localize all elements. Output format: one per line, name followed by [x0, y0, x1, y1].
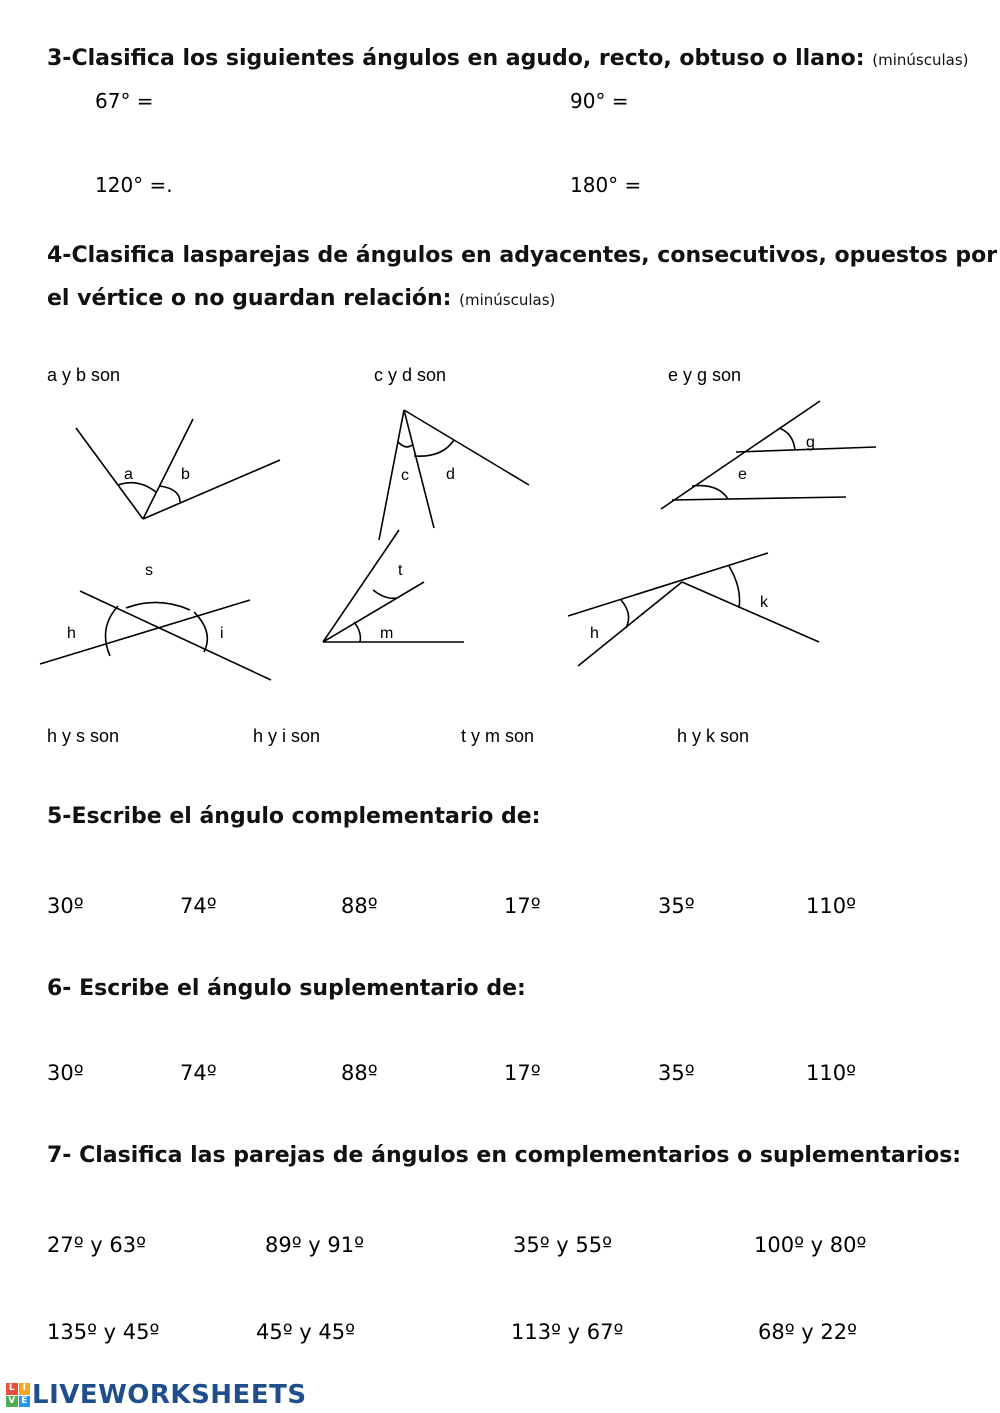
figure-t-m: [323, 530, 464, 642]
caption-h-i: h y i son: [253, 726, 321, 746]
q5-value-4: 17º: [504, 894, 541, 918]
arc-a: [118, 483, 156, 492]
q3-title: 3-Clasifica los siguientes ángulos en agudo, recto, obtuso o llano:: [47, 46, 865, 71]
caption-t-m: t y m son: [461, 726, 535, 746]
arc-i: [194, 612, 207, 652]
caption-e-g: e y g son: [668, 365, 742, 385]
q7-pair-7: 113º y 67º: [511, 1320, 624, 1344]
caption-c-d: c y d son: [374, 365, 447, 385]
label-i: i: [220, 625, 224, 642]
label-g: g: [806, 434, 815, 451]
arc-m: [354, 622, 360, 642]
figure-h-s-i: [40, 562, 271, 680]
q3-note: (minúsculas): [872, 51, 969, 69]
label-a: a: [124, 466, 133, 483]
q6-value-1: 30º: [47, 1061, 84, 1085]
q6-value-3: 88º: [341, 1061, 378, 1085]
label-k: k: [760, 594, 768, 611]
q6-value-5: 35º: [658, 1061, 695, 1085]
ray-cd-3: [404, 410, 529, 485]
caption-h-s: h y s son: [47, 726, 120, 746]
q6-value-2: 74º: [180, 1061, 217, 1085]
arc-c: [398, 442, 412, 447]
arc-k: [729, 566, 740, 608]
arc-d: [414, 440, 454, 456]
label-h1: h: [67, 625, 76, 642]
q7-pair-8: 68º y 22º: [758, 1320, 858, 1344]
line-eg-lower: [672, 497, 846, 500]
q5-value-6: 110º: [806, 894, 856, 918]
q4-title-line2: el vértice o no guardan relación:: [47, 286, 452, 311]
q7-pair-5: 135º y 45º: [47, 1320, 160, 1344]
figure-h-k: [568, 553, 819, 666]
liveworksheets-logo: [6, 1380, 307, 1410]
q4-note: (minúsculas): [459, 291, 556, 309]
label-s: s: [145, 562, 153, 579]
ray-ab-3: [143, 460, 280, 519]
arc-h2: [621, 600, 629, 628]
q4-title-line1: 4-Clasifica lasparejas de ángulos en adyacentes, consecutivos, opuestos por: [47, 243, 998, 268]
q5-title: 5-Escribe el ángulo complementario de:: [47, 804, 541, 829]
label-m: m: [380, 625, 394, 642]
q3-item-2: 90° =: [570, 89, 629, 113]
arc-b: [160, 486, 180, 502]
logo-text: LIVEWORKSHEETS: [32, 1380, 307, 1410]
q7-title: 7- Clasifica las parejas de ángulos en complementarios o suplementarios:: [47, 1143, 962, 1168]
label-b: b: [181, 466, 190, 483]
q3-item-4: 180° =: [570, 173, 642, 197]
label-c: c: [401, 467, 409, 484]
arc-g: [779, 428, 795, 450]
caption-h-k: h y k son: [677, 726, 750, 746]
q5-value-1: 30º: [47, 894, 84, 918]
label-h2: h: [590, 625, 599, 642]
q5-value-5: 35º: [658, 894, 695, 918]
figure-a-b: [76, 419, 280, 519]
label-e: e: [738, 466, 747, 483]
q5-value-2: 74º: [180, 894, 217, 918]
logo-mark-v: V: [6, 1396, 18, 1408]
logo-mark-l: L: [6, 1383, 18, 1395]
arc-s: [126, 602, 190, 610]
q7-pair-3: 35º y 55º: [513, 1233, 613, 1257]
label-t: t: [398, 562, 403, 579]
arc-h1: [106, 606, 119, 656]
q6-value-4: 17º: [504, 1061, 541, 1085]
q6-title: 6- Escribe el ángulo suplementario de:: [47, 976, 526, 1001]
ray-ab-1: [76, 428, 143, 519]
q7-pair-1: 27º y 63º: [47, 1233, 147, 1257]
ray-hk-left: [578, 582, 682, 666]
q7-pair-2: 89º y 91º: [265, 1233, 365, 1257]
figure-e-g: [661, 401, 876, 509]
logo-mark-icon: [6, 1383, 30, 1407]
q3-item-3: 120° =.: [95, 173, 173, 197]
arc-e: [692, 486, 728, 499]
logo-mark-e: E: [19, 1396, 31, 1408]
transversal-eg: [661, 401, 820, 509]
figure-c-d: [379, 410, 529, 540]
q3-item-1: 67° =: [95, 89, 154, 113]
label-d: d: [446, 466, 455, 483]
arc-t: [373, 590, 396, 598]
logo-mark-i: I: [19, 1383, 31, 1395]
ray-hk-right: [682, 582, 819, 642]
q6-value-6: 110º: [806, 1061, 856, 1085]
caption-a-b: a y b son: [47, 365, 121, 385]
q7-pair-4: 100º y 80º: [754, 1233, 867, 1257]
q7-pair-6: 45º y 45º: [256, 1320, 356, 1344]
q5-value-3: 88º: [341, 894, 378, 918]
